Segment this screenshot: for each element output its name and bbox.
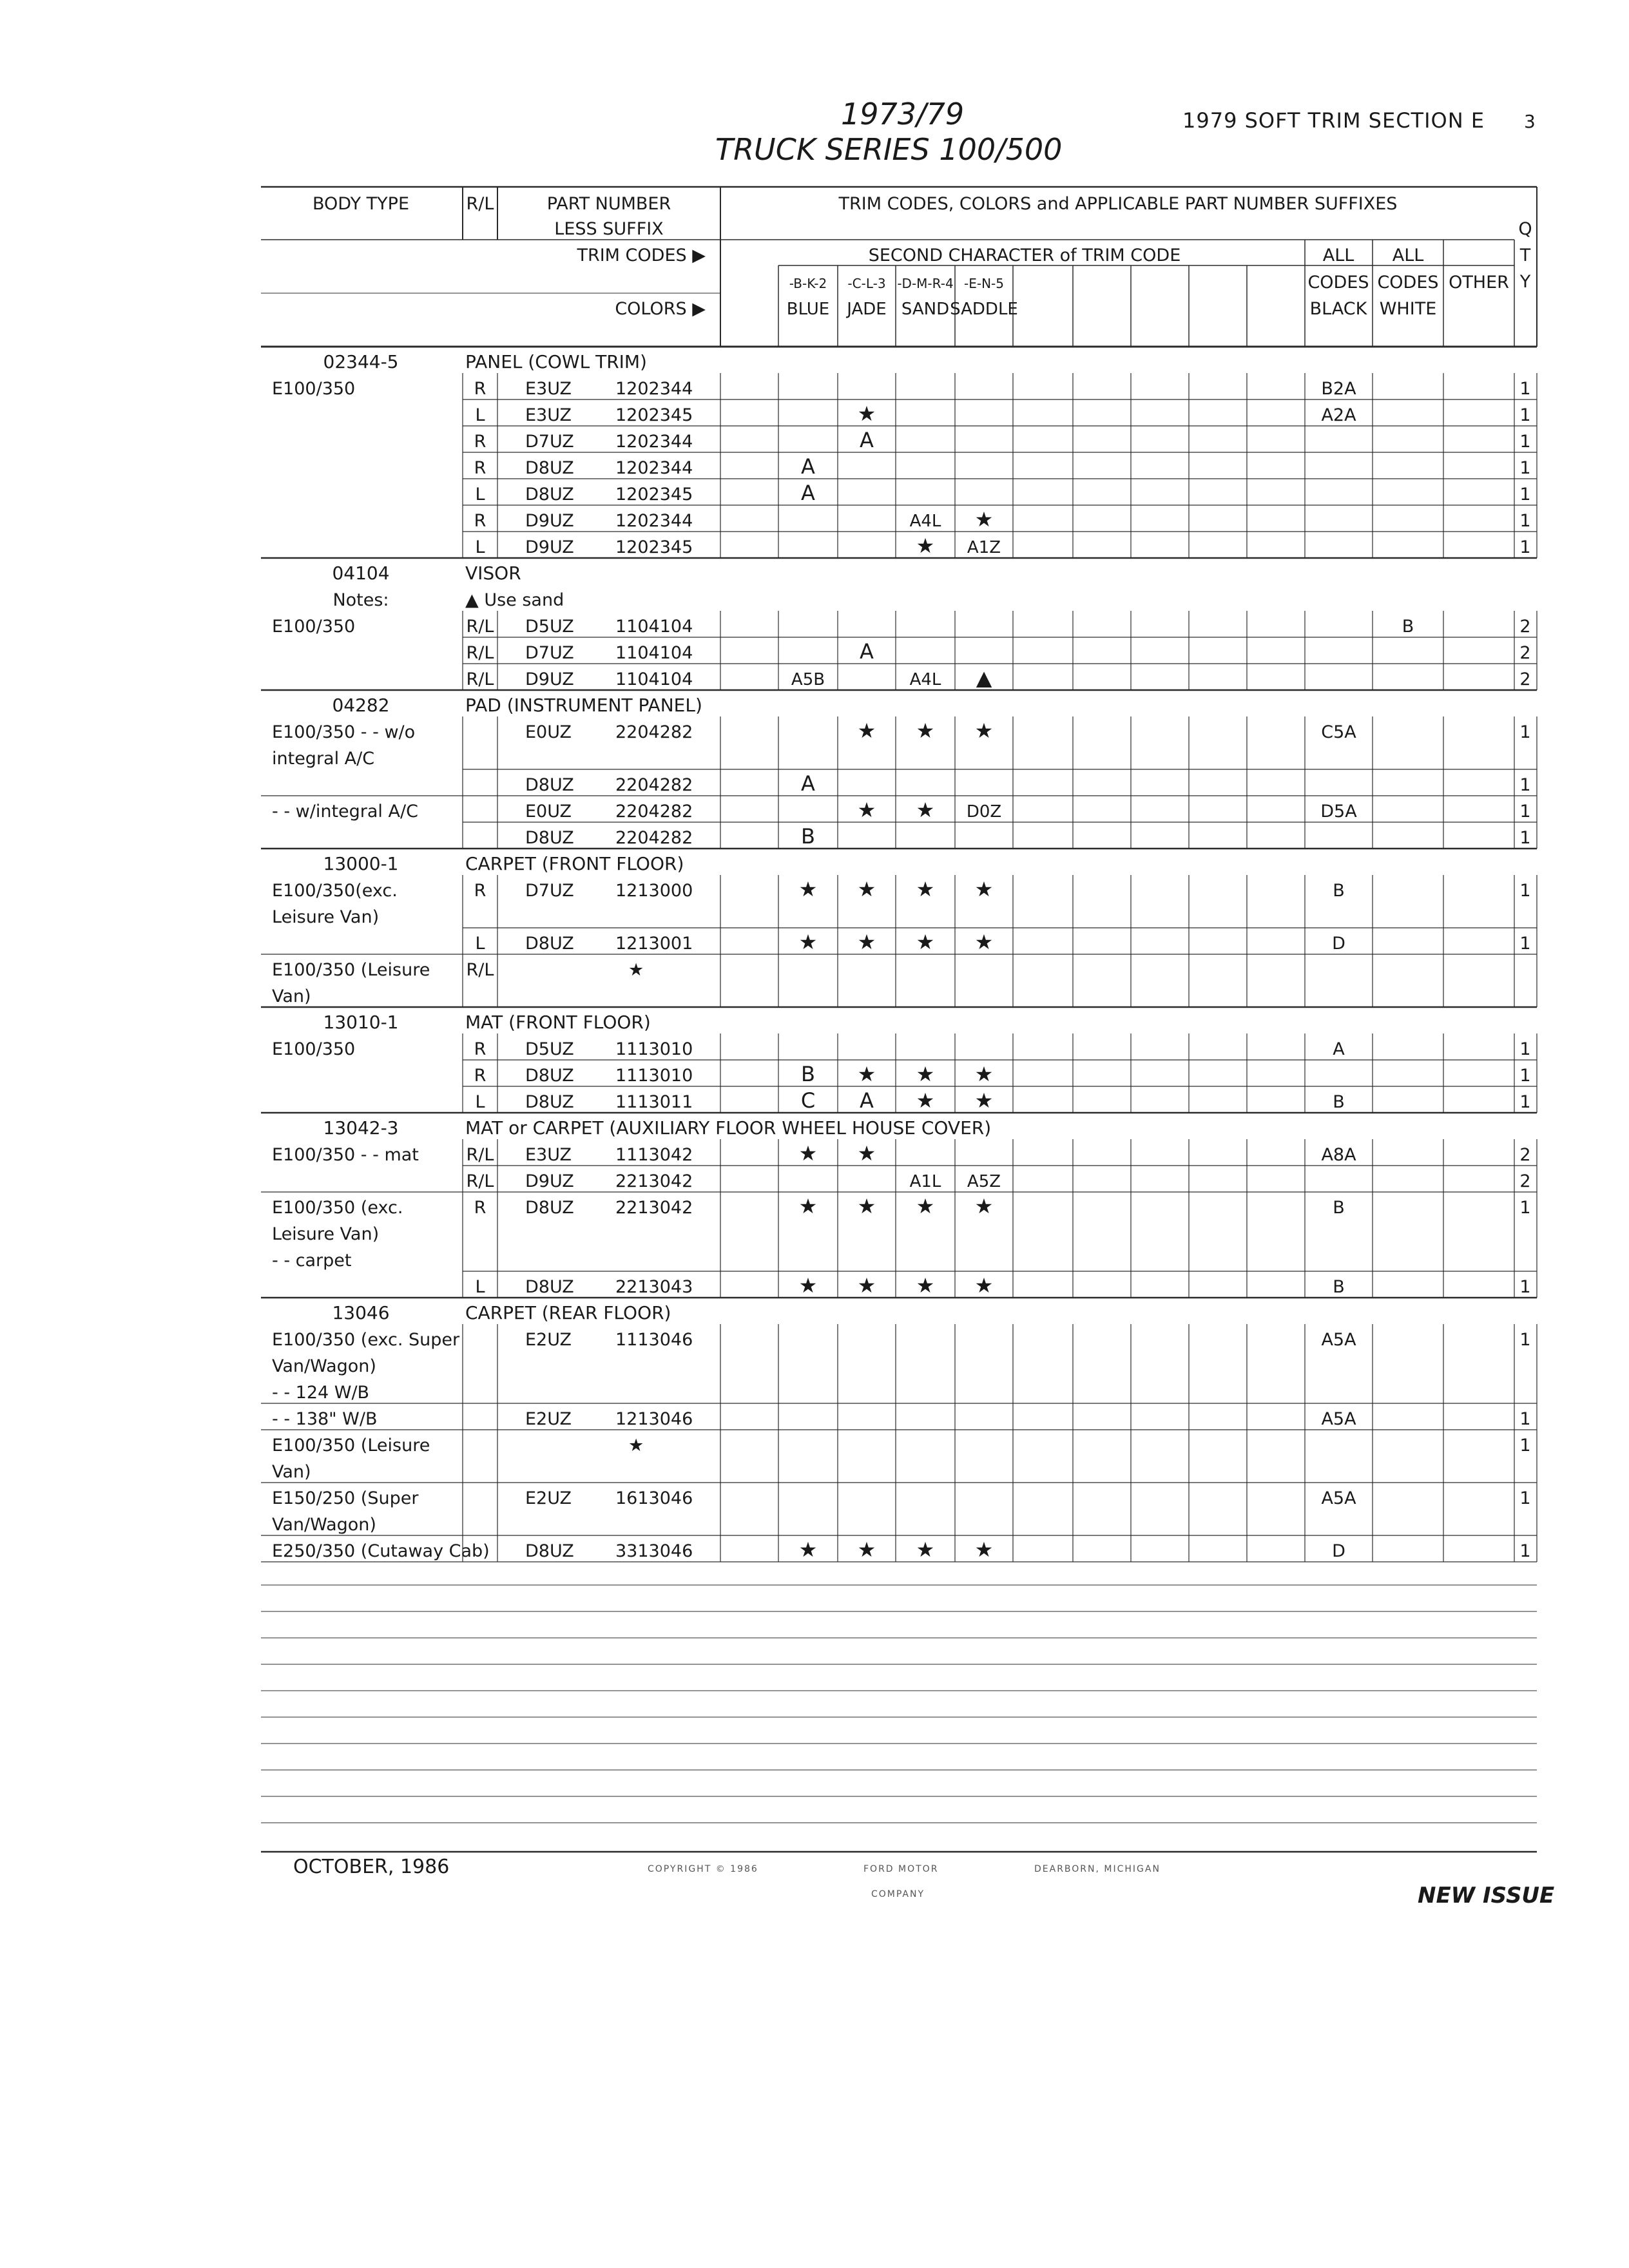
trim-suffix-cell: B [801,1062,815,1086]
black-suffix: A5A [1321,1409,1356,1429]
section-base-number: 02344-5 [323,351,399,372]
part-number: 1202345 [615,537,693,557]
trim-suffix-cell: ★ [974,507,994,532]
qty-value: 1 [1519,828,1531,848]
part-prefix: E0UZ [525,722,572,742]
trim-suffix-cell: ★ [974,718,994,743]
rl-value: L [475,405,485,425]
color-name-header: BLUE [786,300,830,319]
header-years: 1973/79 [841,97,965,131]
part-number: 1104104 [615,669,693,689]
part-prefix: E3UZ [525,1145,572,1165]
qty-value: 1 [1519,1330,1531,1350]
rl-value: R [474,379,487,399]
rl-value: R [474,432,487,452]
section-title: CARPET (REAR FLOOR) [465,1302,671,1323]
body-type-text: E100/350 (exc. [272,1198,403,1218]
qty-value: 1 [1519,934,1531,954]
part-number: 1202345 [615,405,693,425]
qty-value: 1 [1519,511,1531,531]
trim-suffix-cell: A4L [909,512,941,531]
rl-value: R [474,458,487,478]
part-prefix: D7UZ [525,643,574,663]
part-prefix: E2UZ [525,1488,572,1508]
trim-suffix-cell: C [800,1088,816,1113]
part-number: 2204282 [615,802,693,822]
trim-suffix-cell: ▲ [976,666,992,690]
part-number: 2213042 [615,1198,693,1218]
trim-suffix-cell: ★ [916,1194,935,1218]
part-number: 1202344 [615,511,693,531]
part-prefix: D7UZ [525,432,574,452]
section-base-number: 04104 [332,562,390,584]
qty-value: 1 [1519,1541,1531,1561]
part-number: 1104104 [615,643,693,663]
rl-value: L [475,485,485,505]
part-number: 1113011 [615,1092,693,1112]
trim-code-header: -C-L-3 [847,276,886,291]
column-header-body-type: BODY TYPE [312,194,410,214]
part-number: ★ [628,1436,644,1456]
part-prefix: D8UZ [525,1541,574,1561]
section-base-number: 04282 [332,695,390,716]
part-prefix: E2UZ [525,1409,572,1429]
trim-suffix-cell: ★ [916,1537,935,1562]
part-prefix: D9UZ [525,1171,574,1191]
section-title: MAT (FRONT FLOOR) [465,1012,651,1033]
part-prefix: D8UZ [525,828,574,848]
trim-suffix-cell: ★ [974,1062,994,1086]
part-prefix: D8UZ [525,1198,574,1218]
part-number: 2204282 [615,775,693,795]
black-suffix: D5A [1320,802,1357,822]
section-title: MAT or CARPET (AUXILIARY FLOOR WHEEL HOUSE COVER) [465,1117,992,1139]
body-type-text: Van/Wagon) [272,1515,376,1535]
part-prefix: D8UZ [525,775,574,795]
trim-suffix-cell: D0Z [966,802,1002,822]
rl-value: R/L [466,643,494,663]
part-number: 1202345 [615,485,693,505]
qty-value: 1 [1519,1198,1531,1218]
trim-suffix-cell: ★ [916,877,935,901]
trim-suffix-cell: A [801,454,815,479]
qty-value: 2 [1519,1145,1531,1165]
body-type-text: Leisure Van) [272,907,380,927]
part-prefix: D8UZ [525,485,574,505]
trim-suffix-cell: ★ [857,1273,876,1298]
black-suffix: A [1333,1039,1345,1059]
trim-suffix-cell: ★ [798,1194,818,1218]
column-header-all: ALL [1322,245,1354,265]
qty-value: 1 [1519,1488,1531,1508]
trim-suffix-cell: ★ [857,401,876,426]
section-base-number: 13000-1 [323,853,399,874]
header-series: TRUCK SERIES 100/500 [715,132,1063,167]
part-number: 1613046 [615,1488,693,1508]
body-type-text: E100/350 (Leisure [272,960,430,980]
trim-suffix-cell: ★ [916,930,935,954]
trim-suffix-cell: A1L [909,1172,941,1191]
trim-suffix-cell: ★ [857,877,876,901]
body-type-text: - - 124 W/B [272,1383,370,1403]
black-suffix: D [1332,934,1345,954]
part-number: 1202344 [615,379,693,399]
trim-suffix-cell: ★ [798,877,818,901]
trim-suffix-cell: ★ [974,1194,994,1218]
footer-location: DEARBORN, MICHIGAN [1034,1864,1161,1874]
section-title: PAD (INSTRUMENT PANEL) [465,695,702,716]
black-suffix: B [1333,1277,1345,1297]
rl-value: L [475,1092,485,1112]
rl-value: R/L [466,1171,494,1191]
note-text: ▲ Use sand [465,590,564,610]
trim-suffix-cell: B [801,824,815,849]
column-header-less-suffix: LESS SUFFIX [554,219,664,239]
qty-value: 1 [1519,1436,1531,1456]
trim-suffix-cell: ★ [857,1062,876,1086]
qty-value: 1 [1519,537,1531,557]
white-suffix: B [1402,617,1414,637]
trim-suffix-cell: ★ [857,718,876,743]
part-prefix: D8UZ [525,458,574,478]
body-type-text: Van) [272,986,311,1006]
part-number: 2213042 [615,1171,693,1191]
body-type-text: E100/350 - - mat [272,1145,419,1165]
section-title: VISOR [465,562,521,584]
rl-value: R/L [466,1145,494,1165]
trim-suffix-cell: ★ [916,1273,935,1298]
body-type-text: E100/350 [272,379,356,399]
part-prefix: D7UZ [525,881,574,901]
qty-value: 1 [1519,379,1531,399]
rl-value: L [475,934,485,954]
body-type-text: E100/350 [272,617,356,637]
part-prefix: D9UZ [525,511,574,531]
qty-value: 1 [1519,1277,1531,1297]
trim-suffix-cell: ★ [798,1141,818,1166]
trim-suffix-cell: ★ [798,930,818,954]
rl-value: R [474,1198,487,1218]
body-type-text: Van) [272,1462,311,1482]
qty-value: 1 [1519,485,1531,505]
black-suffix: A2A [1321,405,1356,425]
qty-value: 1 [1519,881,1531,901]
footer-date: OCTOBER, 1986 [293,1856,450,1878]
part-number: 1113042 [615,1145,693,1165]
trim-suffix-cell: ★ [857,1141,876,1166]
column-header-codes: CODES [1307,273,1369,293]
column-header-part-number: PART NUMBER [546,194,671,214]
qty-value: 1 [1519,432,1531,452]
qty-value: 2 [1519,643,1531,663]
black-suffix: B2A [1321,379,1356,399]
black-suffix: A5A [1321,1330,1356,1350]
trim-suffix-cell: A [801,771,815,796]
column-header-second-character: SECOND CHARACTER of TRIM CODE [868,245,1181,265]
rl-value: R [474,511,487,531]
trim-suffix-cell: A4L [909,670,941,689]
part-prefix: D8UZ [525,1066,574,1086]
black-suffix: A8A [1321,1145,1356,1165]
qty-value: 1 [1519,405,1531,425]
trim-suffix-cell: ★ [798,1273,818,1298]
part-prefix: D9UZ [525,537,574,557]
trim-suffix-cell: A1Z [967,538,1001,557]
trim-suffix-cell: ★ [857,1537,876,1562]
page-number: 3 [1524,111,1536,132]
rl-value: L [475,1277,485,1297]
column-header-qty: T [1519,245,1531,265]
part-number: 2213043 [615,1277,693,1297]
column-header-all: ALL [1392,245,1424,265]
part-number: 1113010 [615,1039,693,1059]
part-number: 1213001 [615,934,693,954]
notes-label: Notes: [333,590,389,610]
trim-suffix-cell: ★ [974,1537,994,1562]
qty-value: 1 [1519,775,1531,795]
body-type-text: - - carpet [272,1251,352,1271]
rl-value: R [474,881,487,901]
section-base-number: 13042-3 [323,1117,399,1139]
trim-suffix-cell: A5Z [967,1172,1001,1191]
black-suffix: A5A [1321,1488,1356,1508]
trim-suffix-cell: ★ [974,1088,994,1113]
trim-suffix-cell: ★ [857,798,876,822]
footer-company-line2: COMPANY [871,1889,925,1899]
part-number: 1213046 [615,1409,693,1429]
trim-suffix-cell: ★ [857,1194,876,1218]
trim-suffix-cell: A [801,481,815,505]
trim-suffix-cell: ★ [974,930,994,954]
trim-code-header: -B-K-2 [789,276,827,291]
trim-code-header: -E-N-5 [964,276,1004,291]
color-name-header: SAND [901,300,950,319]
part-number: 2204282 [615,828,693,848]
color-name-header: SADDLE [950,300,1018,319]
body-type-text: - - w/integral A/C [272,802,418,822]
section-base-number: 13010-1 [323,1012,399,1033]
body-type-text: E100/350 [272,1039,356,1059]
qty-value: 1 [1519,1066,1531,1086]
black-suffix: B [1333,881,1345,901]
column-header-trim: TRIM CODES, COLORS and APPLICABLE PART NUMBER SUFFIXES [838,194,1398,214]
qty-value: 1 [1519,1092,1531,1112]
qty-value: 2 [1519,617,1531,637]
part-prefix: D9UZ [525,669,574,689]
rl-value: R/L [466,617,494,637]
black-suffix: B [1333,1198,1345,1218]
black-suffix: B [1333,1092,1345,1112]
qty-value: 1 [1519,1039,1531,1059]
body-type-text: integral A/C [272,749,375,769]
trim-suffix-cell: ★ [974,1273,994,1298]
trim-suffix-cell: ★ [798,1537,818,1562]
part-prefix: E2UZ [525,1330,572,1350]
footer-company-line1: FORD MOTOR [863,1864,939,1874]
rl-value: L [475,537,485,557]
trim-suffix-cell: A [860,1088,874,1113]
part-number: 1202344 [615,458,693,478]
part-prefix: E0UZ [525,802,572,822]
column-header-black: BLACK [1309,299,1367,319]
column-header-white: WHITE [1379,299,1437,319]
trim-suffix-cell: A [860,639,874,664]
qty-value: 1 [1519,802,1531,822]
column-header-rl: R/L [466,194,494,214]
trim-suffix-cell: ★ [857,930,876,954]
section-base-number: 13046 [332,1302,390,1323]
column-header-qty: Y [1519,272,1531,292]
trim-code-header: -D-M-R-4 [897,276,954,291]
trim-suffix-cell: ★ [916,798,935,822]
qty-value: 1 [1519,1409,1531,1429]
column-header-qty: Q [1518,219,1532,239]
qty-value: 1 [1519,458,1531,478]
rl-value: R [474,1066,487,1086]
body-type-text: E100/350 - - w/o [272,722,416,742]
black-suffix: D [1332,1541,1345,1561]
rl-value: R [474,1039,487,1059]
section-title: 1979 SOFT TRIM SECTION E [1182,108,1485,133]
part-prefix: D8UZ [525,1277,574,1297]
part-prefix: D5UZ [525,1039,574,1059]
trim-suffix-cell: ★ [916,1088,935,1113]
part-prefix: E3UZ [525,379,572,399]
trim-suffix-cell: ★ [974,877,994,901]
column-header-other: OTHER [1449,273,1509,293]
trim-suffix-cell: A [860,428,874,452]
part-number: 3313046 [615,1541,693,1561]
part-prefix: D8UZ [525,1092,574,1112]
body-type-text: E100/350 (exc. Super [272,1330,460,1350]
body-type-text: Leisure Van) [272,1224,380,1244]
color-name-header: JADE [847,300,887,319]
body-type-text: E100/350 (Leisure [272,1436,430,1456]
body-type-text: - - 138" W/B [272,1409,378,1429]
column-header-codes: CODES [1377,273,1439,293]
trim-suffix-cell: ★ [916,1062,935,1086]
qty-value: 1 [1519,722,1531,742]
body-type-text: Van/Wagon) [272,1356,376,1376]
part-prefix: E3UZ [525,405,572,425]
part-number: 1202344 [615,432,693,452]
qty-value: 2 [1519,669,1531,689]
rl-value: R/L [466,960,494,980]
trim-suffix-cell: A5B [791,670,825,689]
part-number: 1113046 [615,1330,693,1350]
section-title: CARPET (FRONT FLOOR) [465,853,684,874]
footer-copyright: COPYRIGHT © 1986 [648,1864,758,1874]
qty-value: 2 [1519,1171,1531,1191]
footer-issue: NEW ISSUE [1418,1883,1555,1908]
label-colors: COLORS ▶ [615,299,706,319]
part-number: 1213000 [615,881,693,901]
part-number: 1113010 [615,1066,693,1086]
part-number: 2204282 [615,722,693,742]
body-type-text: E150/250 (Super [272,1488,419,1508]
part-number: 1104104 [615,617,693,637]
body-type-text: E250/350 (Cutaway Cab) [272,1541,490,1561]
section-title: PANEL (COWL TRIM) [465,351,647,372]
label-trim-codes: TRIM CODES ▶ [577,245,706,265]
trim-suffix-cell: ★ [916,533,935,558]
part-number: ★ [628,960,644,980]
rl-value: R/L [466,669,494,689]
part-prefix: D5UZ [525,617,574,637]
body-type-text: E100/350(exc. [272,881,398,901]
part-prefix: D8UZ [525,934,574,954]
black-suffix: C5A [1321,722,1356,742]
trim-suffix-cell: ★ [916,718,935,743]
